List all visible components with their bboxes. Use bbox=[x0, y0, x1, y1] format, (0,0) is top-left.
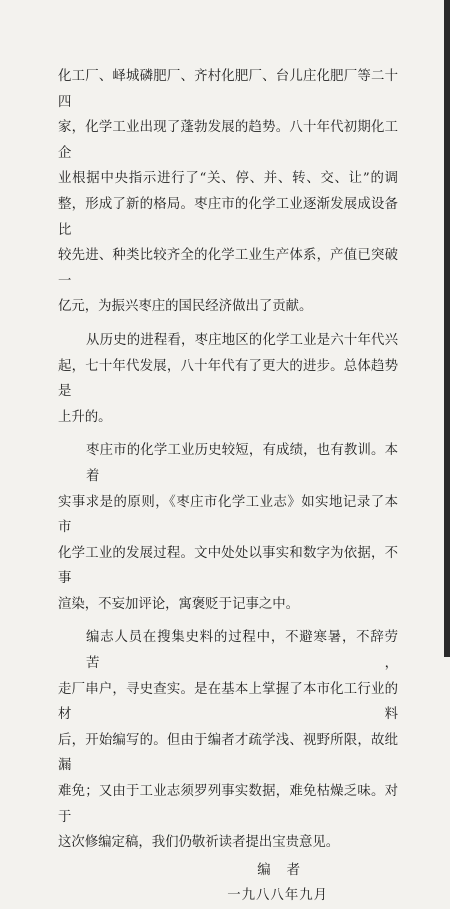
author-signature: 编者 bbox=[257, 862, 316, 878]
text-line: 这次修编定稿，我们仍敬祈读者提出宝贵意见。 bbox=[58, 835, 340, 851]
text-line: 化工厂、峄城磷肥厂、齐村化肥厂、台儿庄化肥厂等二十四 bbox=[58, 69, 398, 110]
text-line: 亿元，为振兴枣庄的国民经济做出了贡献。 bbox=[58, 299, 313, 315]
text-line: 后，开始编写的。但由于编者才疏学浅、视野所限，故纰漏 bbox=[58, 732, 398, 774]
scan-border bbox=[444, 0, 450, 657]
text-line: 化学工业的发展过程。文中处处以事实和数字为依据，不事 bbox=[58, 545, 398, 587]
text-line: 业根据中央指示进行了“关、停、并、转、交、让”的调 bbox=[58, 171, 398, 187]
text-line: 整，形成了新的格局。枣庄市的化学工业逐渐发展成设备比 bbox=[58, 196, 398, 238]
text-line: 较先进、种类比较齐全的化学工业生产体系，产值已突破一 bbox=[58, 248, 398, 289]
text-line: 实事求是的原则，《枣庄市化学工业志》如实地记录了本市 bbox=[58, 494, 398, 536]
text-line: 从历史的进程看，枣庄地区的化学工业是六十年代兴 bbox=[86, 332, 398, 348]
text-line: 难免；又由于工业志须罗列事实数据，难免枯燥乏味。对于 bbox=[58, 784, 398, 825]
body-text bbox=[58, 64, 398, 909]
text-line: 上升的。 bbox=[58, 409, 112, 425]
text-line: 家，化学工业出现了蓬勃发展的趋势。八十年代初期化工企 bbox=[58, 120, 398, 161]
text-line: 走厂串户，寻史查实。是在基本上掌握了本市化工行业的材料 bbox=[58, 681, 398, 723]
date-line: 一九八八年九月 bbox=[227, 888, 328, 904]
text-line: 枣庄市的化学工业历史较短，有成绩，也有教训。本着 bbox=[86, 443, 398, 484]
text-line: 编志人员在搜集史料的过程中，不避寒暑，不辞劳苦， bbox=[86, 630, 398, 672]
text-line: 渲染，不妄加评论，寓褒贬于记事之中。 bbox=[58, 596, 300, 612]
text-line: 起，七十年代发展，八十年代有了更大的进步。总体趋势是 bbox=[58, 358, 398, 400]
